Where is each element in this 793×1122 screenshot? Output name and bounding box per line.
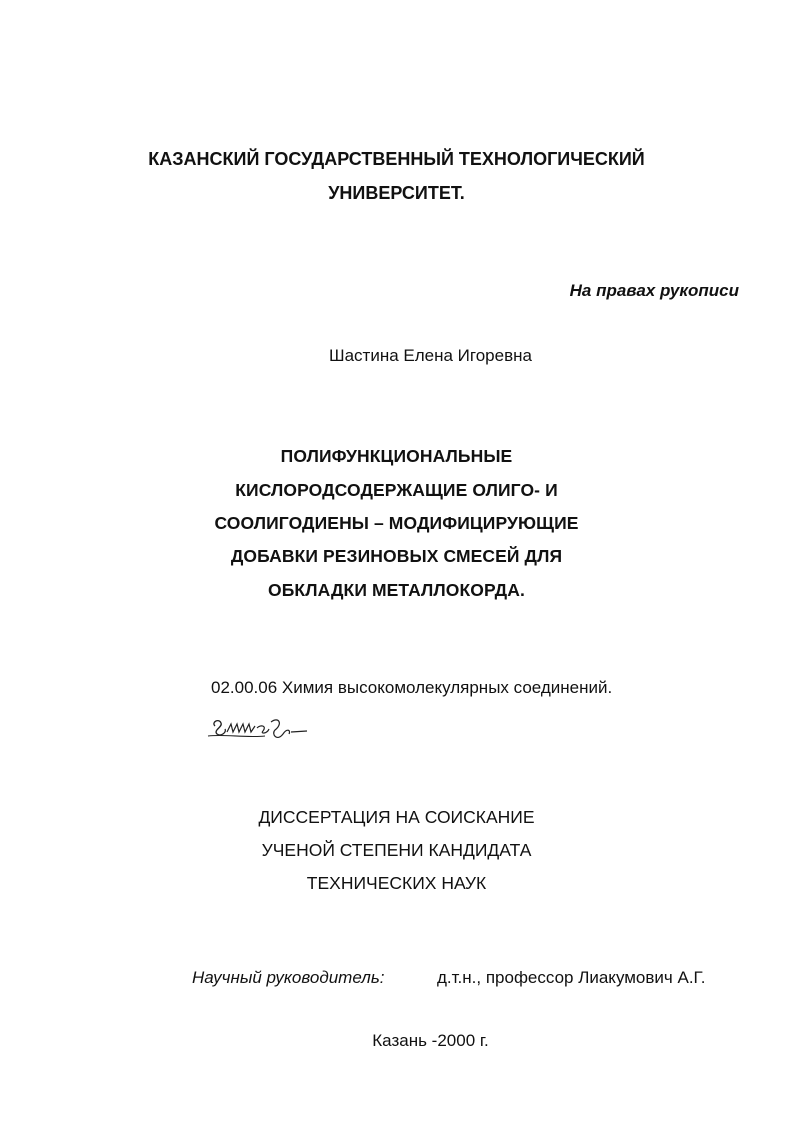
- handwritten-signature: [205, 712, 315, 746]
- dissertation-line-1: ДИССЕРТАЦИЯ НА СОИСКАНИЕ: [258, 807, 535, 827]
- manuscript-rights-note: На правах рукописи: [569, 281, 739, 300]
- title-line-3: СООЛИГОДИЕНЫ – МОДИФИЦИРУЮЩИЕ: [214, 513, 579, 533]
- university-name-line-2: УНИВЕРСИТЕТ.: [328, 183, 465, 203]
- title-line-4: ДОБАВКИ РЕЗИНОВЫХ СМЕСЕЙ ДЛЯ: [230, 546, 563, 566]
- city-year: Казань -2000 г.: [372, 1031, 489, 1050]
- specialty-code: 02.00.06 Химия высокомолекулярных соединений.: [211, 678, 613, 697]
- author-name: Шастина Елена Игоревна: [329, 346, 532, 365]
- advisor-name: д.т.н., профессор Лиакумович А.Г.: [437, 968, 706, 987]
- dissertation-line-3: ТЕХНИЧЕСКИХ НАУК: [306, 873, 487, 893]
- dissertation-line-2: УЧЕНОЙ СТЕПЕНИ КАНДИДАТА: [261, 840, 532, 860]
- title-line-1: ПОЛИФУНКЦИОНАЛЬНЫЕ: [280, 446, 513, 466]
- title-line-5: ОБКЛАДКИ МЕТАЛЛОКОРДА.: [268, 580, 525, 600]
- title-line-2: КИСЛОРОДСОДЕРЖАЩИЕ ОЛИГО- И: [235, 480, 558, 500]
- university-name-line-1: КАЗАНСКИЙ ГОСУДАРСТВЕННЫЙ ТЕХНОЛОГИЧЕСКИЙ: [148, 149, 645, 169]
- advisor-label: Научный руководитель:: [192, 968, 385, 987]
